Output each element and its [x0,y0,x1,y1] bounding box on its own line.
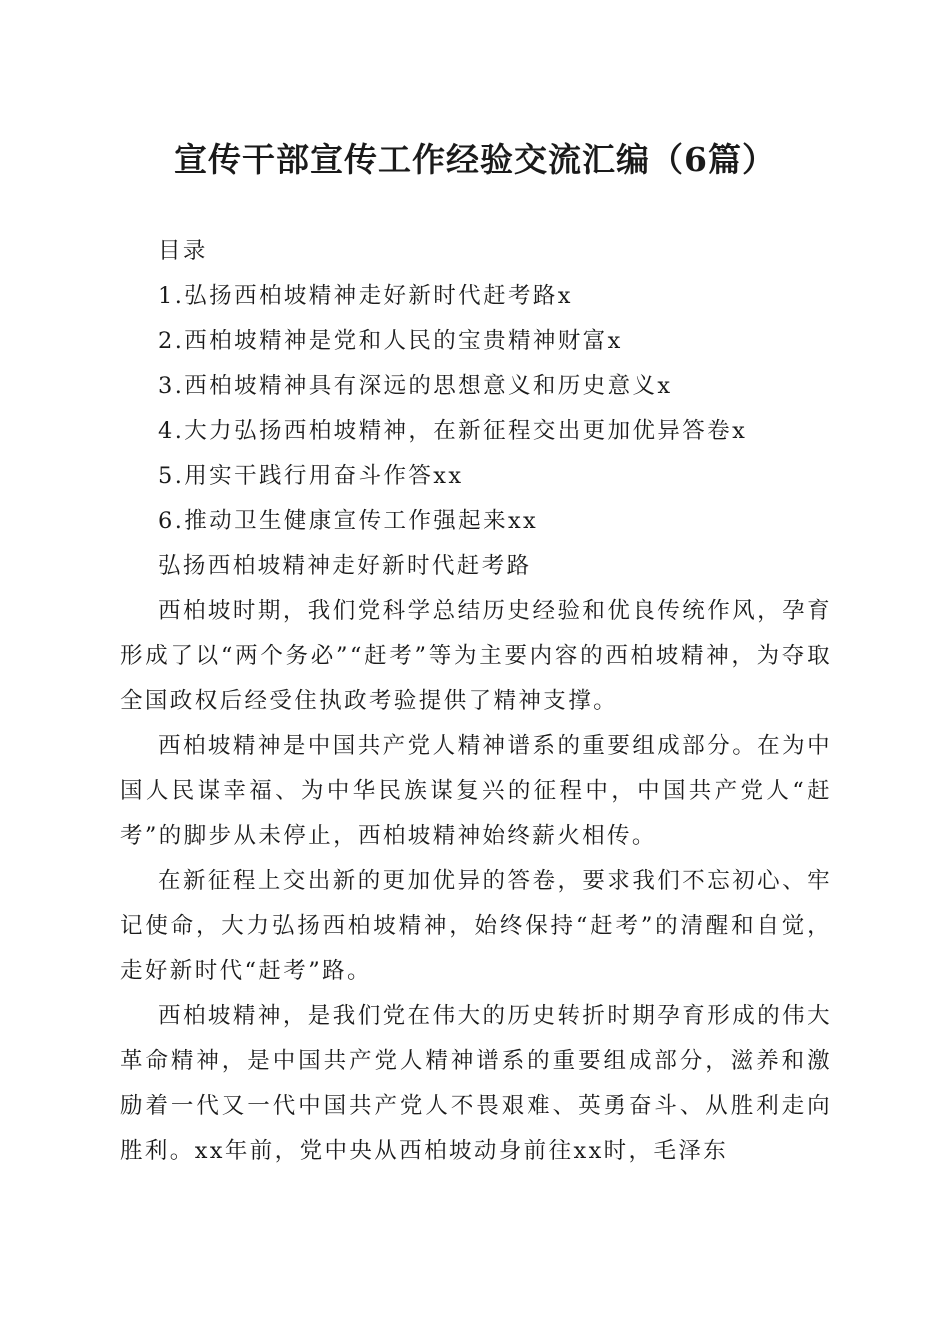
document-body [120,229,832,1174]
body-paragraph-4: 西柏坡精神，是我们党在伟大的历史转折时期孕育形成的伟大革命精神，是中国共产党人精神谱系的重要组成部分，滋养和激励着一代又一代中国共产党人不畏艰难、英勇奋斗、从胜利走向胜利。xx年前，党中央从西柏坡动身前往xx时，毛泽东 [120,1003,832,1164]
toc-item-3: 3.西柏坡精神具有深远的思想意义和历史意义x [158,373,673,399]
toc-item-5: 5.用实干践行用奋斗作答xx [158,463,464,489]
toc-item-1: 1.弘扬西柏坡精神走好新时代赶考路x [158,283,573,309]
body-paragraph-2: 西柏坡精神是中国共产党人精神谱系的重要组成部分。在为中国人民谋幸福、为中华民族谋复兴的征程中，中国共产党人“赶考”的脚步从未停止，西柏坡精神始终薪火相传。 [120,733,832,849]
body-paragraph-3: 在新征程上交出新的更加优异的答卷，要求我们不忘初心、牢记使命，大力弘扬西柏坡精神，始终保持“赶考”的清醒和自觉，走好新时代“赶考”路。 [120,868,832,984]
toc-item-2: 2.西柏坡精神是党和人民的宝贵精神财富x [158,328,623,354]
toc-heading: 目录 [158,238,208,264]
body-paragraph-1: 西柏坡时期，我们党科学总结历史经验和优良传统作风，孕育形成了以“两个务必”“赶考”等为主要内容的西柏坡精神，为夺取全国政权后经受住执政考验提供了精神支撑。 [120,598,832,714]
document-title: 宣传干部宣传工作经验交流汇编（6篇） [174,140,776,179]
toc-item-6: 6.推动卫生健康宣传工作强起来xx [158,508,539,534]
toc-item-4: 4.大力弘扬西柏坡精神，在新征程交出更加优异答卷x [158,418,748,444]
section-heading: 弘扬西柏坡精神走好新时代赶考路 [158,553,532,579]
